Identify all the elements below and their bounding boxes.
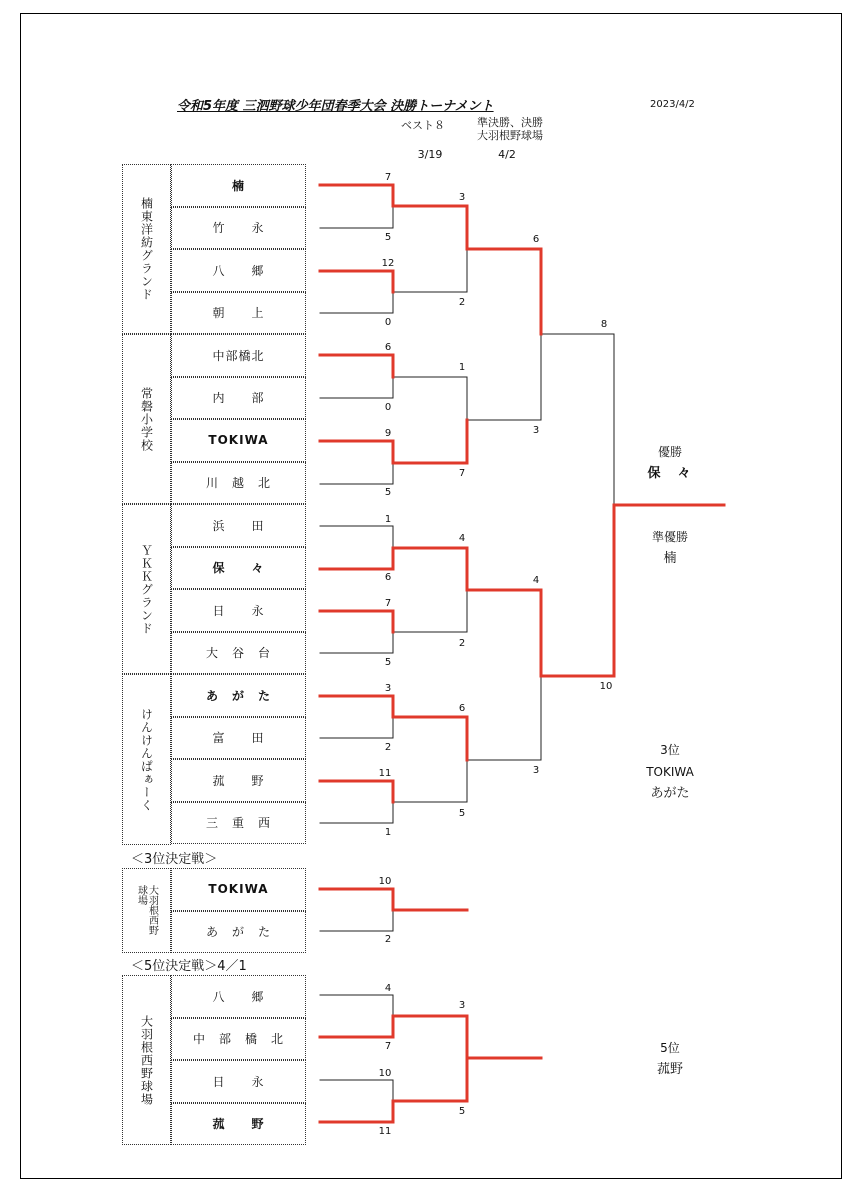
- team-cell: 八 郷: [171, 249, 306, 292]
- team-cell: 浜 田: [171, 504, 306, 547]
- score-label: 10: [378, 876, 392, 887]
- score-label: 5: [384, 657, 392, 668]
- team-cell: 楠: [171, 164, 306, 207]
- score-label: 6: [458, 703, 466, 714]
- team-cell: TOKIWA: [171, 868, 306, 911]
- fifth-place-label: ＜5位決定戦＞4／1: [131, 959, 247, 974]
- score-label: 11: [378, 1126, 392, 1137]
- score-label: 3: [458, 1000, 466, 1011]
- score-label: 4: [532, 575, 540, 586]
- fifth-place-block: [610, 1037, 730, 1081]
- third-team-1: TOKIWA: [646, 765, 694, 779]
- score-label: 3: [532, 765, 540, 776]
- runner-up-block: [610, 526, 730, 570]
- fifth-team: 菰野: [656, 1062, 683, 1077]
- team-cell: 菰 野: [171, 759, 306, 802]
- score-label: 7: [458, 468, 466, 479]
- team-cell: あ が た: [171, 674, 306, 717]
- team-cell: 内 部: [171, 377, 306, 420]
- semifinal-header: 準決勝、決勝: [477, 116, 543, 129]
- team-cell: 中部橋北: [171, 334, 306, 377]
- team-cell: TOKIWA: [171, 419, 306, 462]
- team-cell: 日 永: [171, 589, 306, 632]
- team-cell: 三 重 西: [171, 802, 306, 845]
- score-label: 6: [384, 342, 392, 353]
- score-label: 3: [384, 683, 392, 694]
- score-label: 2: [384, 934, 392, 945]
- team-cell: 川 越 北: [171, 462, 306, 505]
- champion-label: 優勝: [657, 445, 682, 459]
- team-cell: 菰 野: [171, 1103, 306, 1146]
- score-label: 7: [384, 1041, 392, 1052]
- third-place-block: [610, 739, 730, 805]
- score-label: 8: [600, 319, 608, 330]
- score-label: 1: [384, 827, 392, 838]
- team-cell: 竹 永: [171, 207, 306, 250]
- score-label: 10: [378, 1068, 392, 1079]
- team-cell: 保 々: [171, 547, 306, 590]
- score-label: 12: [381, 258, 395, 269]
- score-label: 6: [384, 572, 392, 583]
- venue-label: ＹＫＫグランド: [139, 543, 154, 635]
- score-label: 11: [378, 768, 392, 779]
- score-label: 5: [458, 1106, 466, 1117]
- venue-label: 楠東洋紡グランド: [139, 197, 154, 301]
- third-label: 3位: [660, 743, 680, 757]
- score-label: 2: [384, 742, 392, 753]
- venue-label: 常磐小学校: [139, 386, 154, 452]
- score-label: 7: [384, 172, 392, 183]
- page-title: 令和5年度 三泗野球少年団春季大会 決勝トーナメント: [177, 99, 494, 114]
- team-cell: 日 永: [171, 1060, 306, 1103]
- score-label: 0: [384, 317, 392, 328]
- third-place-label: ＜3位決定戦＞: [131, 852, 218, 867]
- score-label: 3: [532, 425, 540, 436]
- best8-header: ベスト８: [401, 119, 445, 132]
- venue-label: 大羽根西野球場: [135, 884, 158, 935]
- team-cell: 大 谷 台: [171, 632, 306, 675]
- best8-date: 3/19: [417, 148, 443, 161]
- team-cell: あ が た: [171, 911, 306, 954]
- champion-team: 保 々: [647, 466, 693, 481]
- score-label: 1: [384, 514, 392, 525]
- champion-block: [610, 441, 730, 485]
- score-label: 6: [532, 234, 540, 245]
- score-label: 5: [384, 232, 392, 243]
- score-label: 1: [458, 362, 466, 373]
- team-cell: 中 部 橋 北: [171, 1018, 306, 1061]
- score-label: 10: [599, 681, 613, 692]
- semifinal-date: 4/2: [498, 148, 516, 161]
- venue-label: 大羽根西野球場: [139, 1014, 154, 1106]
- date: 2023/4/2: [650, 99, 695, 110]
- third-team-2: あがた: [650, 786, 690, 801]
- score-label: 9: [384, 428, 392, 439]
- score-label: 5: [458, 808, 466, 819]
- score-label: 0: [384, 402, 392, 413]
- score-label: 7: [384, 598, 392, 609]
- score-label: 5: [384, 487, 392, 498]
- score-label: 2: [458, 297, 466, 308]
- runner-up-team: 楠: [663, 551, 677, 566]
- score-label: 4: [384, 983, 392, 994]
- venue-label: けんけんぱぁーく: [139, 707, 154, 812]
- team-cell: 富 田: [171, 717, 306, 760]
- score-label: 2: [458, 638, 466, 649]
- team-cell: 八 郷: [171, 975, 306, 1018]
- fifth-label: 5位: [660, 1041, 680, 1055]
- semifinal-venue: 大羽根野球場: [477, 129, 543, 142]
- team-cell: 朝 上: [171, 292, 306, 335]
- score-label: 4: [458, 533, 466, 544]
- runner-up-label: 準優勝: [651, 530, 688, 544]
- score-label: 3: [458, 192, 466, 203]
